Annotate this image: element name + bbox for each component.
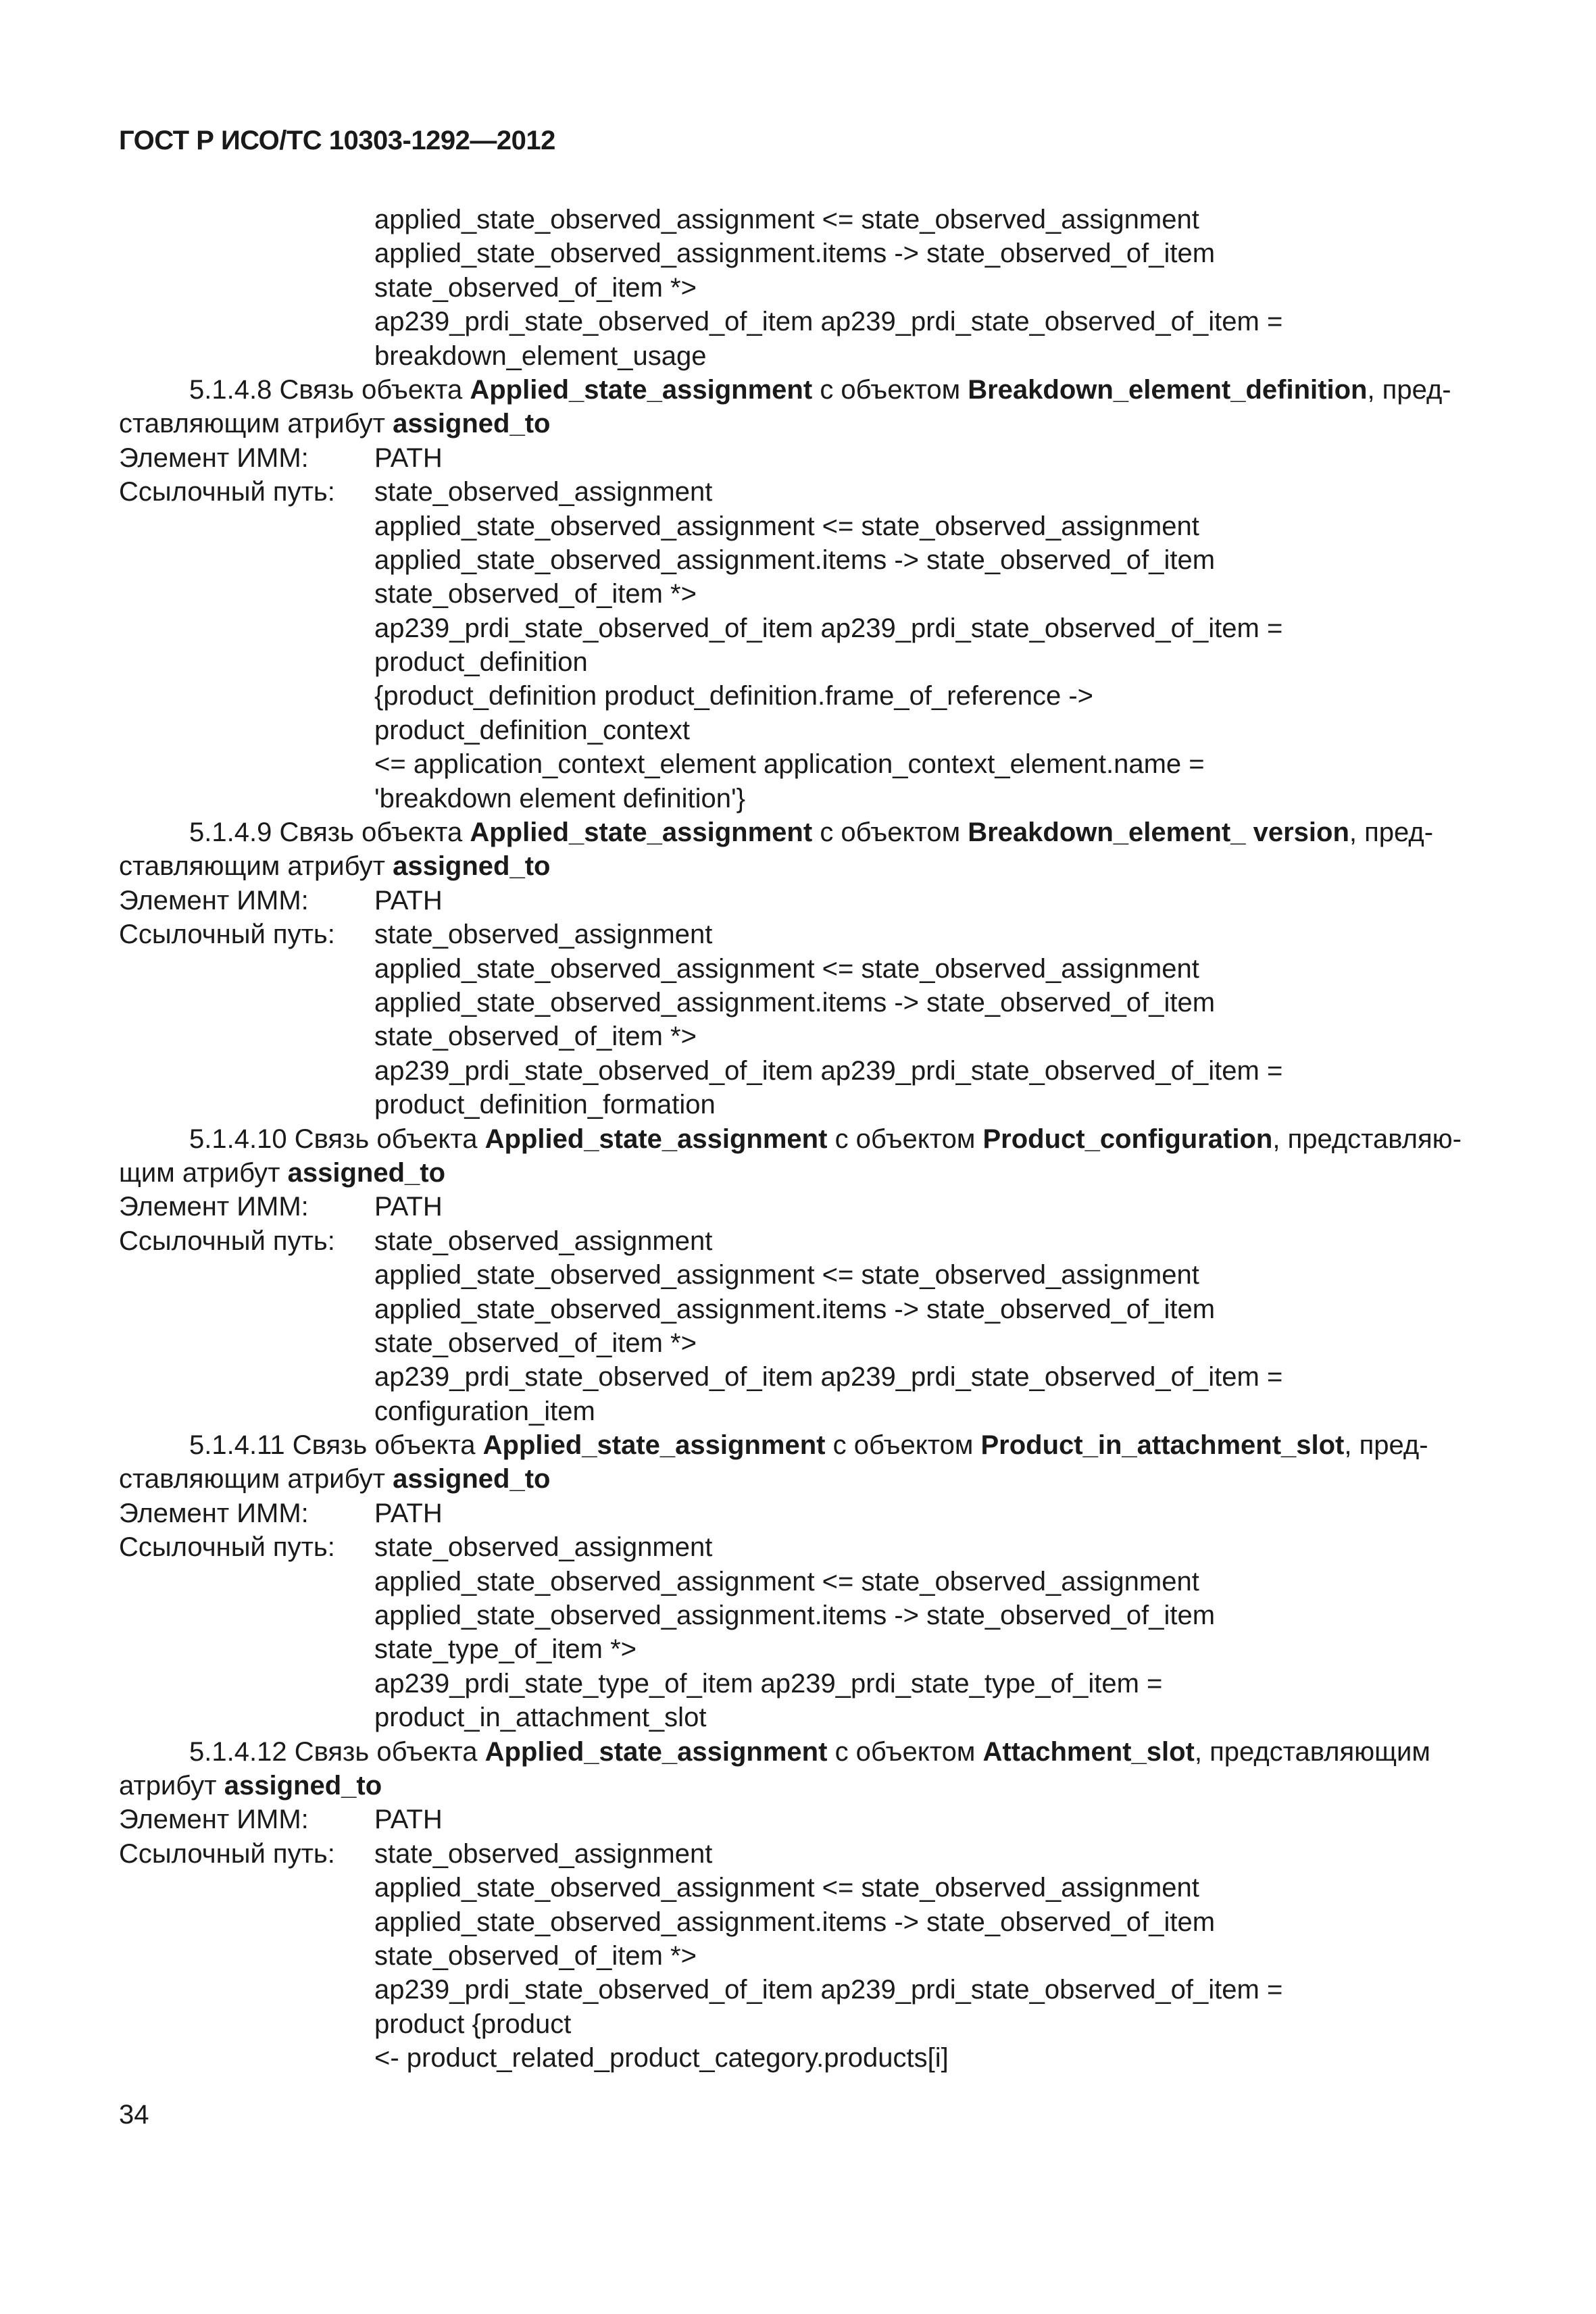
section-heading bbox=[119, 1735, 1477, 1769]
path-line: breakdown_element_usage bbox=[374, 341, 707, 371]
heading-text: , пред- bbox=[1367, 374, 1451, 405]
path-line: applied_state_observed_assignment <= state_observed_assignment bbox=[374, 511, 1199, 541]
path-line: product_in_attachment_slot bbox=[374, 1703, 707, 1733]
path-line: applied_state_observed_assignment.items -> state_observed_of_item bbox=[374, 1294, 1216, 1324]
attribute-name: assigned_to bbox=[393, 851, 551, 882]
path-line: state_type_of_item *> bbox=[374, 1634, 637, 1665]
path-line: state_observed_of_item *> bbox=[374, 579, 697, 609]
target-entity: Product_in_attachment_slot bbox=[980, 1430, 1345, 1461]
path-line: product {product bbox=[374, 2009, 572, 2039]
heading-text: , представляю- bbox=[1272, 1124, 1462, 1154]
path-line: applied_state_observed_assignment <= state_observed_assignment bbox=[374, 1260, 1199, 1290]
heading-text: с объектом bbox=[820, 374, 961, 405]
path-label: Ссылочный путь: bbox=[119, 1838, 335, 1869]
heading-text: с объектом bbox=[834, 1736, 976, 1767]
path-label: Ссылочный путь: bbox=[119, 920, 335, 950]
element-label: Элемент ИММ: bbox=[119, 1192, 309, 1222]
section-5-1-4-9 bbox=[119, 815, 1477, 1122]
path-block bbox=[119, 1258, 1477, 1428]
page-number: 34 bbox=[119, 2100, 149, 2130]
path-line: applied_state_observed_assignment <= state_observed_assignment bbox=[374, 1566, 1199, 1596]
target-entity: Attachment_slot bbox=[982, 1736, 1195, 1767]
entity-name: Applied_state_assignment bbox=[484, 1124, 828, 1154]
path-line: state_observed_of_item *> bbox=[374, 1940, 697, 1971]
element-label: Элемент ИММ: bbox=[119, 885, 309, 915]
element-row bbox=[119, 1803, 1477, 1836]
heading-text: с объектом bbox=[832, 1430, 974, 1461]
element-row bbox=[119, 441, 1477, 475]
path-row bbox=[119, 1530, 1477, 1564]
heading-text: , представляющим bbox=[1194, 1736, 1430, 1767]
section-number: 5.1.4.9 bbox=[189, 818, 272, 848]
attribute-name: assigned_to bbox=[393, 1464, 551, 1494]
path-row bbox=[119, 1837, 1477, 1871]
element-row bbox=[119, 884, 1477, 917]
element-row bbox=[119, 1496, 1477, 1530]
entity-name: Applied_state_assignment bbox=[484, 1736, 828, 1767]
path-line: <- product_related_product_category.products[i] bbox=[374, 2043, 949, 2073]
heading-text: атрибут bbox=[119, 1770, 217, 1801]
heading-text: ставляющим атрибут bbox=[119, 851, 385, 882]
heading-text: с объектом bbox=[834, 1124, 976, 1154]
path-label: Ссылочный путь: bbox=[119, 1226, 335, 1256]
path-line: applied_state_observed_assignment.items -> state_observed_of_item bbox=[374, 545, 1216, 575]
path-line: ap239_prdi_state_observed_of_item ap239_prdi_state_observed_of_item = bbox=[374, 1975, 1283, 2005]
path-row bbox=[119, 1224, 1477, 1258]
path-line: applied_state_observed_assignment <= state_observed_assignment bbox=[374, 1873, 1199, 1903]
heading-text: ставляющим атрибут bbox=[119, 409, 385, 439]
element-label: Элемент ИММ: bbox=[119, 1498, 309, 1528]
path-line: ap239_prdi_state_type_of_item ap239_prdi_state_type_of_item = bbox=[374, 1668, 1163, 1699]
section-heading bbox=[119, 1428, 1477, 1462]
path-row bbox=[119, 917, 1477, 951]
target-entity: Breakdown_element_definition bbox=[968, 374, 1368, 405]
element-value: PATH bbox=[374, 1192, 443, 1222]
section-number: 5.1.4.10 bbox=[189, 1124, 287, 1154]
path-label: Ссылочный путь: bbox=[119, 477, 335, 507]
attribute-name: assigned_to bbox=[393, 409, 551, 439]
element-value: PATH bbox=[374, 443, 443, 473]
document-header: ГОСТ Р ИСО/ТС 10303-1292—2012 bbox=[119, 126, 555, 155]
section-heading bbox=[119, 815, 1477, 849]
heading-text: Связь объекта bbox=[294, 1124, 478, 1154]
path-line: <= application_context_element application_context_element.name = bbox=[374, 749, 1205, 780]
path-row bbox=[119, 475, 1477, 509]
path-line: state_observed_of_item *> bbox=[374, 1022, 697, 1052]
section-number: 5.1.4.12 bbox=[189, 1736, 287, 1767]
heading-text: Связь объекта bbox=[279, 374, 463, 405]
content bbox=[119, 203, 1477, 2075]
path-line: state_observed_assignment bbox=[374, 1532, 713, 1563]
heading-text: , пред- bbox=[1344, 1430, 1428, 1461]
path-label: Ссылочный путь: bbox=[119, 1532, 335, 1563]
path-line: 'breakdown element definition'} bbox=[374, 783, 745, 813]
path-line: state_observed_of_item *> bbox=[374, 272, 697, 303]
path-line: product_definition_context bbox=[374, 715, 690, 745]
heading-text: Связь объекта bbox=[292, 1430, 476, 1461]
target-entity: Product_configuration bbox=[982, 1124, 1273, 1154]
section-heading-cont bbox=[119, 1769, 1477, 1803]
intro-path-block bbox=[119, 203, 1477, 373]
heading-text: с объектом bbox=[820, 818, 961, 848]
path-line: applied_state_observed_assignment <= state_observed_assignment bbox=[374, 205, 1199, 234]
section-heading-cont bbox=[119, 849, 1477, 883]
path-line: applied_state_observed_assignment.items -> state_observed_of_item bbox=[374, 238, 1216, 269]
path-block bbox=[119, 1565, 1477, 1735]
section-5-1-4-12 bbox=[119, 1735, 1477, 2076]
element-label: Элемент ИММ: bbox=[119, 443, 309, 473]
path-line: applied_state_observed_assignment.items -> state_observed_of_item bbox=[374, 1601, 1216, 1631]
path-line: state_observed_assignment bbox=[374, 1226, 713, 1256]
path-line: state_observed_assignment bbox=[374, 477, 713, 507]
element-value: PATH bbox=[374, 1805, 443, 1835]
path-line: ap239_prdi_state_observed_of_item ap239_prdi_state_observed_of_item = bbox=[374, 1362, 1283, 1392]
entity-name: Applied_state_assignment bbox=[470, 374, 813, 405]
element-row bbox=[119, 1190, 1477, 1224]
path-line: ap239_prdi_state_observed_of_item ap239_prdi_state_observed_of_item = bbox=[374, 1055, 1283, 1086]
path-line: applied_state_observed_assignment.items -> state_observed_of_item bbox=[374, 987, 1216, 1017]
section-heading bbox=[119, 1122, 1477, 1156]
path-block bbox=[119, 509, 1477, 816]
section-heading-cont bbox=[119, 1156, 1477, 1190]
attribute-name: assigned_to bbox=[224, 1770, 382, 1801]
element-label: Элемент ИММ: bbox=[119, 1805, 309, 1835]
element-value: PATH bbox=[374, 885, 443, 915]
path-line: state_observed_assignment bbox=[374, 1838, 713, 1869]
path-line: ap239_prdi_state_observed_of_item ap239_prdi_state_observed_of_item = bbox=[374, 613, 1283, 643]
attribute-name: assigned_to bbox=[287, 1157, 446, 1188]
heading-text: Связь объекта bbox=[279, 818, 463, 848]
target-entity: Breakdown_element_ version bbox=[968, 818, 1349, 848]
path-line: state_observed_of_item *> bbox=[374, 1328, 697, 1358]
path-line: applied_state_observed_assignment <= state_observed_assignment bbox=[374, 953, 1199, 984]
path-line: ap239_prdi_state_observed_of_item ap239_prdi_state_observed_of_item = bbox=[374, 307, 1283, 337]
section-heading bbox=[119, 373, 1477, 407]
path-line: applied_state_observed_assignment.items -> state_observed_of_item bbox=[374, 1907, 1216, 1937]
section-number: 5.1.4.8 bbox=[189, 374, 272, 405]
heading-text: щим атрибут bbox=[119, 1157, 280, 1188]
path-line: product_definition bbox=[374, 647, 588, 678]
section-5-1-4-8 bbox=[119, 373, 1477, 815]
entity-name: Applied_state_assignment bbox=[470, 818, 813, 848]
path-block bbox=[119, 952, 1477, 1122]
path-line: state_observed_assignment bbox=[374, 920, 713, 950]
section-5-1-4-11 bbox=[119, 1428, 1477, 1735]
path-line: configuration_item bbox=[374, 1396, 595, 1426]
heading-text: , пред- bbox=[1349, 818, 1434, 848]
section-heading-cont bbox=[119, 1462, 1477, 1496]
path-block bbox=[119, 1871, 1477, 2075]
path-line: {product_definition product_definition.frame_of_reference -> bbox=[374, 681, 1094, 711]
heading-text: Связь объекта bbox=[294, 1736, 478, 1767]
heading-text: ставляющим атрибут bbox=[119, 1464, 385, 1494]
section-5-1-4-10 bbox=[119, 1122, 1477, 1429]
section-heading-cont bbox=[119, 407, 1477, 441]
entity-name: Applied_state_assignment bbox=[482, 1430, 826, 1461]
element-value: PATH bbox=[374, 1498, 443, 1528]
section-number: 5.1.4.11 bbox=[189, 1430, 285, 1461]
path-line: product_definition_formation bbox=[374, 1090, 716, 1120]
